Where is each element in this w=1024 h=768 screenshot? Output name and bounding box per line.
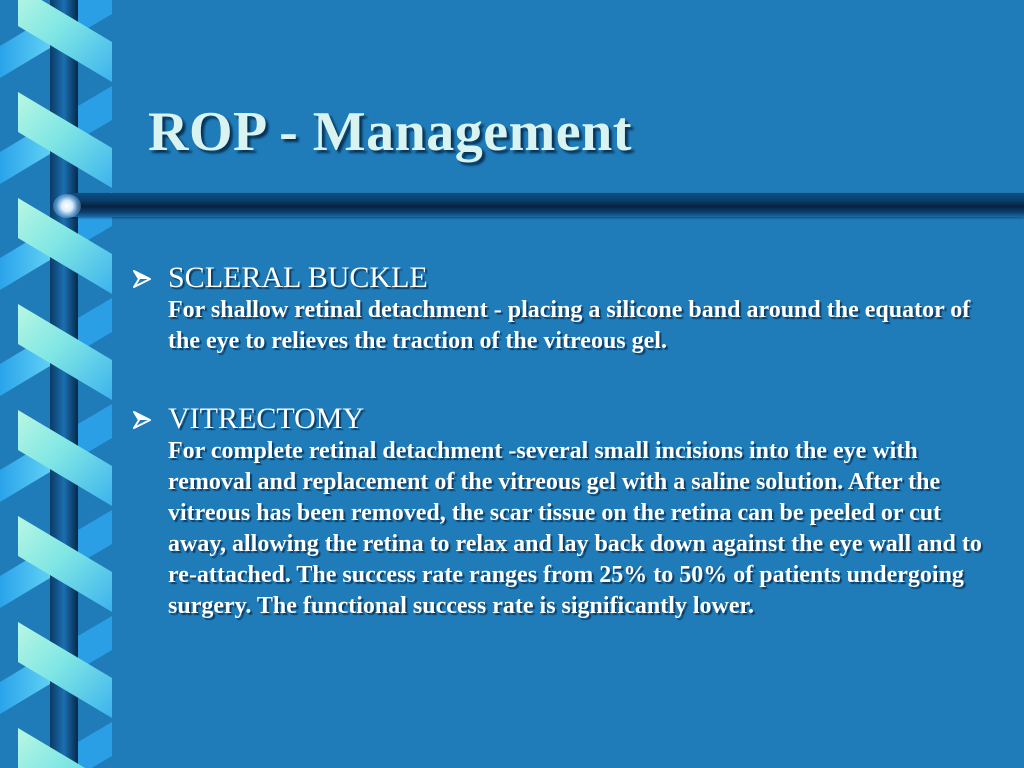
bullet-heading: VITRECTOMY <box>168 402 365 435</box>
slide-title: ROP - Management <box>148 101 632 163</box>
bullet-vitrectomy <box>132 403 992 622</box>
bullet-text: For complete retinal detachment -several small incisions into the eye with removal and replacement of the vitreous gel with a saline solution. After the vitreous has been removed, the scar tissue on the retina can be peeled or cut away, allowing the retina to relax and lay back down against the eye wall and to re-attached. The success rate ranges from 25% to 50% of patients undergoing surgery. The functional success rate is significantly lower. <box>168 438 982 619</box>
divider-highlight <box>53 194 81 218</box>
arrow-bullet-icon <box>132 269 152 289</box>
arrow-bullet-icon <box>132 410 152 430</box>
bullet-scleral-buckle <box>132 262 992 357</box>
decorative-ribbon <box>0 0 112 768</box>
title-divider-bar <box>60 193 1024 217</box>
bullet-list <box>132 262 992 622</box>
bullet-text: For shallow retinal detachment - placing a silicone band around the equator of the eye to relieves the traction of the vitreous gel. <box>168 297 971 354</box>
bullet-heading: SCLERAL BUCKLE <box>168 261 428 294</box>
